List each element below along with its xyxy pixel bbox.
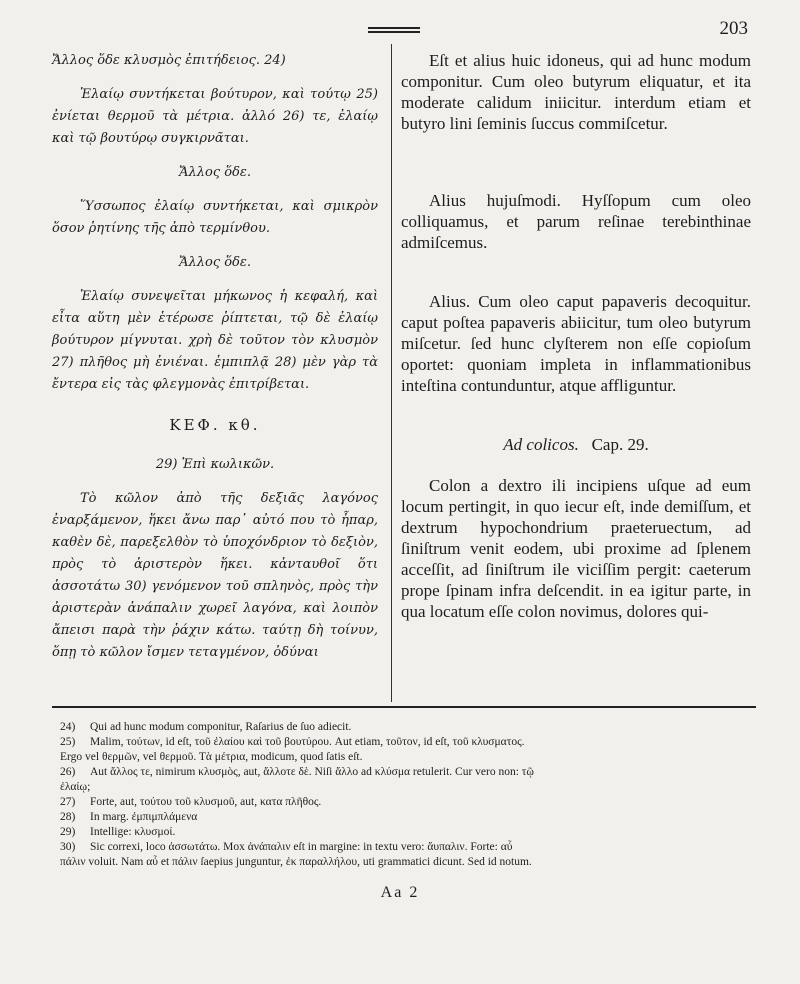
footnote-text: Malim, τούτων, id eſt, τοῦ ἐλαίου καὶ τοῦ βουτύρου. Aut etiam, τοῦτον, id eſt, τοῦ κλυσματος. xyxy=(90,736,525,748)
footnote-continuation: ἐλαίῳ; xyxy=(60,781,91,793)
greek-heading-alius-2: Ἄλλος ὅδε. xyxy=(178,255,252,270)
latin-paragraph-3: Alius. Cum oleo caput papaveris decoquitur. caput poſtea papaveris abiicitur, tum oleo butyrum miſcetur. ſed hunc clyſterem non eſſe copioſum oportet: quoniam impleta in inflammationibus inteſtina contunduntur, atque affliguntur. xyxy=(401,292,751,395)
footnote-text: Intellige: κλυσμοί. xyxy=(90,826,176,838)
footnote-number: 27) xyxy=(60,796,76,808)
footnotes xyxy=(60,720,760,870)
footnote xyxy=(60,795,760,810)
footnote-text: Aut ἄλλος τε, nimirum κλυσμὸς, aut, ἄλλοτε δὲ. Niſi ἄλλο ad κλύσμα retulerit. Cur vero non: τῷ xyxy=(90,766,535,778)
footnote-number: 26) xyxy=(60,766,76,778)
greek-paragraph-3: Ὕσσωπος ἐλαίῳ συντήκεται, καὶ σμικρὸν ὅσον ῥητίνης τῆς ἀπὸ τερμίνθου. xyxy=(52,199,378,236)
footnote-rule xyxy=(52,706,756,708)
footnote xyxy=(60,765,760,780)
footnote xyxy=(60,810,760,825)
header-double-rule xyxy=(368,27,420,33)
signature-mark: Aa 2 xyxy=(380,884,420,901)
footnote-number: 28) xyxy=(60,811,76,823)
greek-chapter-heading: ΚΕΦ. κθ. xyxy=(169,416,261,434)
greek-section-title: 29) Ἐπὶ κωλικῶν. xyxy=(155,457,275,472)
footnote-number: 24) xyxy=(60,721,76,733)
latin-paragraph-4: Colon a dextro ili incipiens uſque ad eum locum pertingit, in quo iecur eſt, inde demiſſum, et dextrum hypochondrium praeteruectum, ad ſiniſtrum venit eodem, ubi proxime ad ſplenem acceſſit, ad ſiniſtrum ile viciſſim pergit: caeterum prope ſpinam infra deſcendit. in ea igitur parte, in qua locatum eſſe colon novimus, dolores qui- xyxy=(401,476,751,621)
footnote-text: In marg. ἐμπιμπλάμενα xyxy=(90,811,198,823)
footnote-continuation: Ergo vel θερμῶν, vel θερμοῦ. Τὰ μέτρια, modicum, quod ſatis eſt. xyxy=(60,751,363,763)
footnote-number: 29) xyxy=(60,826,76,838)
footnote xyxy=(60,825,760,840)
latin-paragraph-2: Alius hujuſmodi. Hyſſopum cum oleo colliquamus, et parum reſinae terebinthinae admiſcemus. xyxy=(401,191,751,252)
greek-paragraph-4: Ἐλαίῳ συνεψεῖται μήκωνος ἡ κεφαλή, καὶ εἶτα αὕτη μὲν ἑτέρωσε ῥίπτεται, τῷ δὲ ἐλαίῳ βούτυρον μίγνυται. χρὴ δὲ τοῦτον τὸν κλυσμὸν 27) πλῆθος μὴ ἐνιέναι. ἐμπιπλᾷ 28) μὲν γὰρ τὰ ἔντερα εἰς τὰς φλεγμονὰς ἐπιτρίβεται. xyxy=(52,289,378,392)
greek-paragraph-2: Ἐλαίῳ συντήκεται βούτυρον, καὶ τούτῳ 25) ἐνίεται θερμοῦ τὰ μέτρια. ἀλλό 26) τε, ἐλαίῳ καὶ τῷ βουτύρῳ συγκιρνᾶται. xyxy=(52,87,378,146)
latin-paragraph-1: Eſt et alius huic idoneus, qui ad hunc modum componitur. Cum oleo butyrum eliquatur, et ita moderate calidum iniicitur. interdum etiam et butyro lini ſeminis ſuccus commiſcetur. xyxy=(401,51,751,133)
latin-chapter-number: Cap. 29. xyxy=(591,435,649,454)
footnote xyxy=(60,720,760,735)
greek-column xyxy=(52,50,378,664)
footnote-continuation: πάλιν voluit. Nam αὖ et πάλιν ſaepius junguntur, ἐκ παραλλήλου, uti grammatici dicunt. Sed id notum. xyxy=(60,856,532,868)
latin-chapter-title: Ad colicos. xyxy=(503,435,579,454)
footnote xyxy=(60,840,760,855)
footnote-text: Qui ad hunc modum componitur, Raſarius de ſuo adiecit. xyxy=(90,721,352,733)
footnote-text: Forte, aut, τούτου τοῦ κλυσμοῦ, aut, κατα πλῆθος. xyxy=(90,796,322,808)
latin-column xyxy=(401,50,751,622)
footnote xyxy=(60,735,760,750)
footnote-number: 25) xyxy=(60,736,76,748)
latin-chapter-heading xyxy=(401,434,751,455)
footnote-number: 30) xyxy=(60,841,76,853)
page-number: 203 xyxy=(719,18,748,39)
greek-paragraph-1: Ἄλλος ὅδε κλυσμὸς ἐπιτήδειος. 24) xyxy=(52,53,286,68)
column-divider xyxy=(391,44,392,702)
footnote-text: Sic correxi, loco ἀσσωτάτω. Mox ἀνάπαλιν eſt in margine: in textu vero: ἄυπαλιν. Forte: αὖ xyxy=(90,841,513,853)
greek-heading-alius-1: Ἄλλος ὅδε. xyxy=(178,165,252,180)
greek-paragraph-5: Τὸ κῶλον ἀπὸ τῆς δεξιᾶς λαγόνος ἐναρξάμενον, ἥκει ἄνω παρ᾽ αὐτό που τὸ ἧπαρ, καθὲν δὲ, παρεξελθὸν τὸ ὑποχόνδριον τὸ δεξιὸν, πρὸς τὸ ἀριστερὸν ἥκει. κἀνταυθοῖ ὅτι ἀσσοτάτω 30) γενόμενον τοῦ σπληνὸς, πρὸς τὴν ἀριστερὰν ἀνάπαλιν χωρεῖ λαγόνα, καὶ λοιπὸν ἄπεισι παρὰ τὴν ῥάχιν κάτω. ταύτῃ δὴ τοίνυν, ὅπῃ τὸ κῶλον ἴσμεν τεταγμένον, ὀδύναι xyxy=(52,491,378,660)
